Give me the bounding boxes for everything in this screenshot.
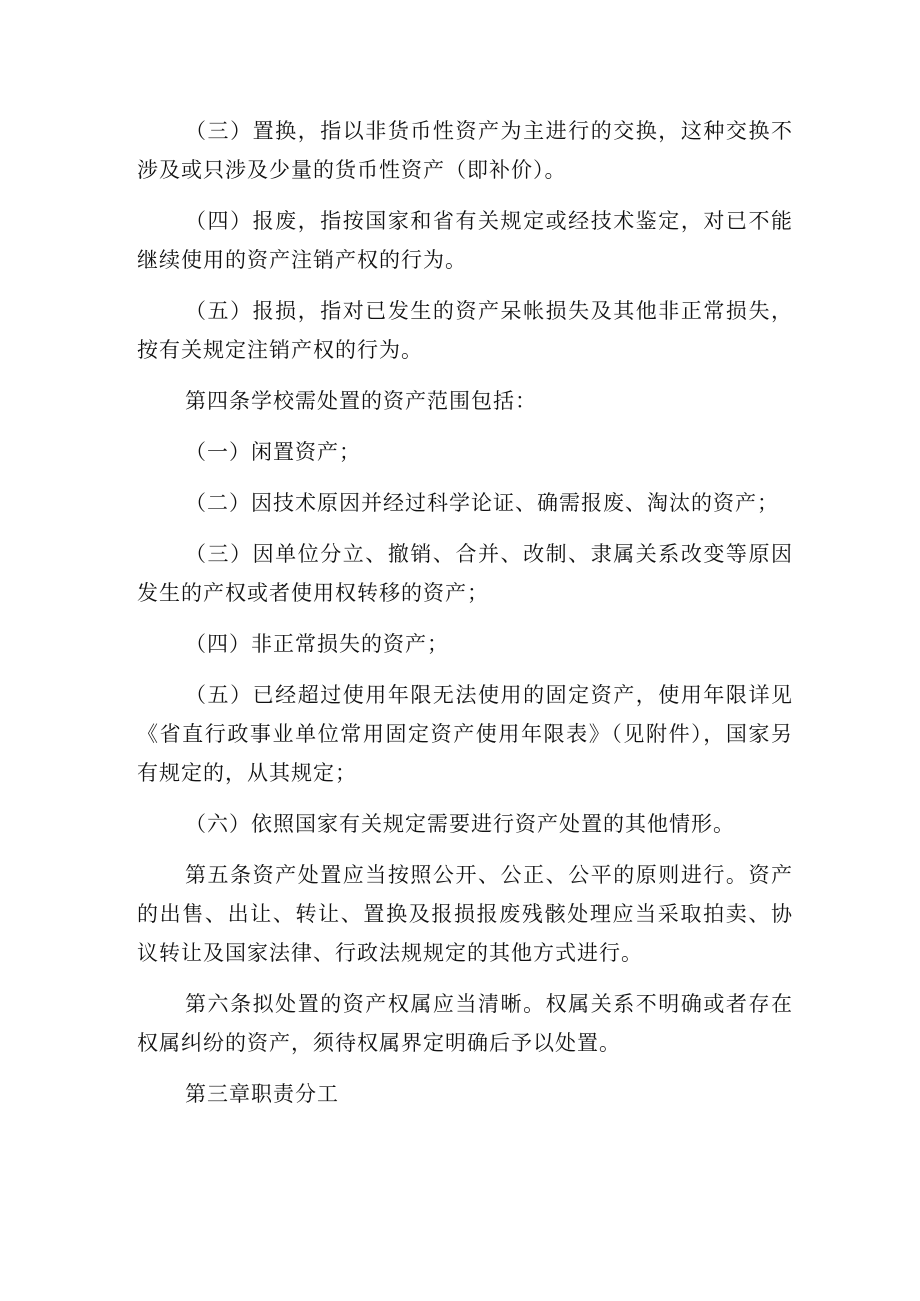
paragraph-scrapping: （四）报废，指按国家和省有关规定或经技术鉴定，对已不能继续使用的资产注销产权的行为。 <box>137 209 793 272</box>
article-6: 第六条拟处置的资产权属应当清晰。权属关系不明确或者存在权属纠纷的资产，须待权属界定明确后予以处置。 <box>137 992 793 1055</box>
article-4-item-3: （三）因单位分立、撤销、合并、改制、隶属关系改变等原因发生的产权或者使用权转移的资产； <box>137 542 793 605</box>
article-4-item-5: （五）已经超过使用年限无法使用的固定资产，使用年限详见《省直行政事业单位常用固定资产使用年限表》（见附件），国家另有规定的，从其规定； <box>137 683 793 785</box>
article-4-heading: 第四条学校需处置的资产范围包括： <box>185 389 537 413</box>
article-4-item-2: （二）因技术原因并经过科学论证、确需报废、淘汰的资产； <box>185 491 779 515</box>
paragraph-loss-report: （五）报损，指对已发生的资产呆帐损失及其他非正常损失，按有关规定注销产权的行为。 <box>137 299 793 362</box>
chapter-3-heading: 第三章职责分工 <box>185 1082 339 1106</box>
paragraph-replacement: （三）置换，指以非货币性资产为主进行的交换，这种交换不涉及或只涉及少量的货币性资产（即补价）。 <box>137 119 793 182</box>
article-4-item-1: （一）闲置资产； <box>185 440 361 464</box>
article-4-item-4: （四）非正常损失的资产； <box>185 632 449 656</box>
article-5: 第五条资产处置应当按照公开、公正、公平的原则进行。资产的出售、出让、转让、置换及报损报废残骸处理应当采取拍卖、协议转让及国家法律、行政法规规定的其他方式进行。 <box>137 863 793 965</box>
document-body <box>137 112 793 1126</box>
article-4-item-6: （六）依照国家有关规定需要进行资产处置的其他情形。 <box>185 812 735 836</box>
